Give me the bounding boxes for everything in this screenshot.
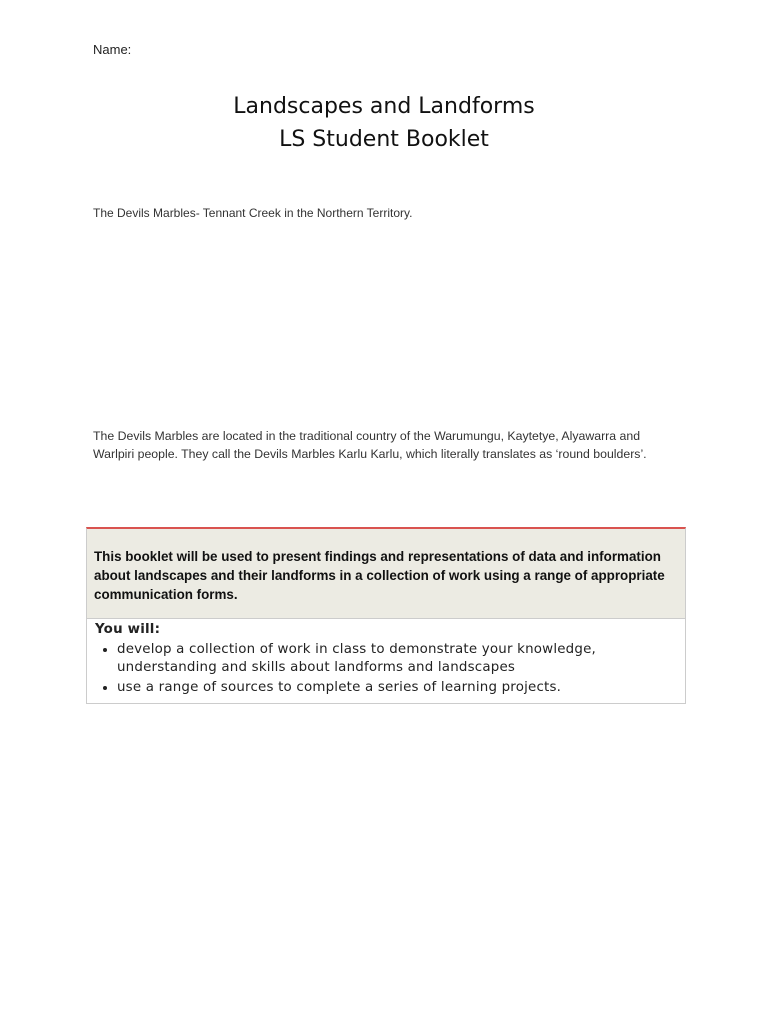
image-caption: The Devils Marbles- Tennant Creek in the Northern Territory. <box>93 206 413 220</box>
list-item: • use a range of sources to complete a series of learning projects. <box>117 679 677 697</box>
title-line-1: Landscapes and Landforms <box>233 94 535 119</box>
description-paragraph: The Devils Marbles are located in the traditional country of the Warumungu, Kaytetye, Alyawarra and Warlpiri people. They call the Devils Marbles Karlu Karlu, which literally translates as ‘round boulders’. <box>93 429 647 461</box>
info-box <box>86 527 686 704</box>
you-will-label: You will: <box>95 622 161 637</box>
list-item: • develop a collection of work in class to demonstrate your knowledge, understanding and skills about landforms and landscapes <box>117 641 677 677</box>
objectives-list <box>95 641 677 697</box>
title-line-2: LS Student Booklet <box>279 127 489 152</box>
info-box-body <box>87 619 685 703</box>
page-title <box>0 90 768 156</box>
info-box-intro: This booklet will be used to present findings and representations of data and information about landscapes and their landforms in a collection of work using a range of appropriate communication forms. <box>87 529 685 619</box>
name-label: Name: <box>93 42 132 57</box>
